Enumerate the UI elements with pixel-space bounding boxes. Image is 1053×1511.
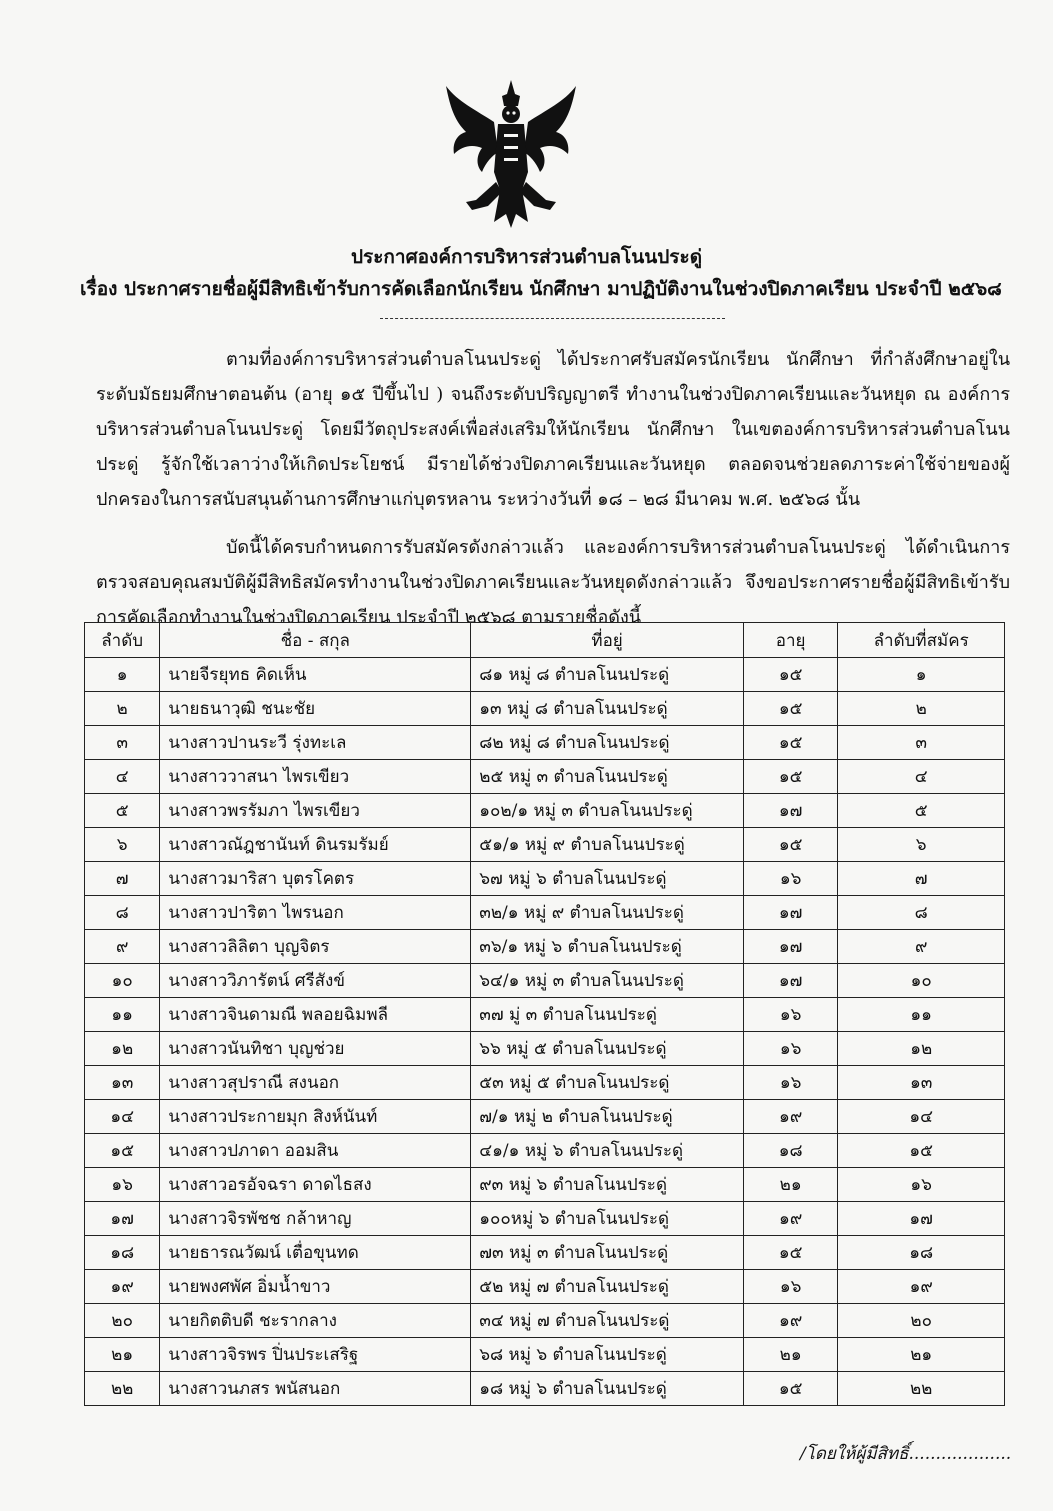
table-row [85,930,1005,964]
cell-age: ๑๗ [743,964,837,998]
cell-address: ๖๔/๑ หมู่ ๓ ตำบลโนนประดู่ [471,964,744,998]
cell-no: ๒๐ [85,1304,160,1338]
cell-address: ๗๓ หมู่ ๓ ตำบลโนนประดู่ [471,1236,744,1270]
cell-name: นางสาวนภสร พนัสนอก [160,1372,471,1406]
cell-no: ๑๓ [85,1066,160,1100]
column-header-no: ลำดับ [85,623,160,658]
cell-order: ๑๐ [838,964,1005,998]
cell-address: ๘๑ หมู่ ๘ ตำบลโนนประดู่ [471,658,744,692]
column-header-name: ชื่อ - สกุล [160,623,471,658]
cell-name: นางสาวปานระวี รุ่งทะเล [160,726,471,760]
table-row [85,760,1005,794]
column-header-address: ที่อยู่ [471,623,744,658]
cell-no: ๑๗ [85,1202,160,1236]
cell-age: ๑๗ [743,896,837,930]
announcement-subject: เรื่อง ประกาศรายชื่อผู้มีสิทธิเข้ารับการคัดเลือกนักเรียน นักศึกษา มาปฏิบัติงานในช่วงปิดภาคเรียน ประจำปี ๒๕๖๘ [80,278,1002,300]
cell-age: ๑๕ [743,658,837,692]
cell-order: ๘ [838,896,1005,930]
cell-order: ๑๔ [838,1100,1005,1134]
cell-order: ๖ [838,828,1005,862]
table-row [85,1168,1005,1202]
cell-address: ๖๖ หมู่ ๕ ตำบลโนนประดู่ [471,1032,744,1066]
cell-no: ๔ [85,760,160,794]
cell-order: ๓ [838,726,1005,760]
cell-address: ๕๑/๑ หมู่ ๙ ตำบลโนนประดู่ [471,828,744,862]
cell-address: ๒๕ หมู่ ๓ ตำบลโนนประดู่ [471,760,744,794]
column-header-application-order: ลำดับที่สมัคร [838,623,1005,658]
cell-age: ๒๑ [743,1338,837,1372]
table-row [85,658,1005,692]
column-header-age: อายุ [743,623,837,658]
separator-line [380,318,725,319]
cell-address: ๓๒/๑ หมู่ ๙ ตำบลโนนประดู่ [471,896,744,930]
cell-name: นางสาวอรอัจฉรา ดาดไธสง [160,1168,471,1202]
table-row [85,1134,1005,1168]
table-row [85,1032,1005,1066]
cell-name: นางสาวปภาดา ออมสิน [160,1134,471,1168]
cell-no: ๑๒ [85,1032,160,1066]
cell-name: นางสาวสุปราณี สงนอก [160,1066,471,1100]
cell-age: ๒๑ [743,1168,837,1202]
cell-order: ๑๓ [838,1066,1005,1100]
cell-order: ๑๕ [838,1134,1005,1168]
table-body [85,658,1005,1406]
cell-order: ๑๗ [838,1202,1005,1236]
cell-age: ๑๕ [743,1372,837,1406]
cell-no: ๙ [85,930,160,964]
cell-age: ๑๖ [743,1032,837,1066]
cell-order: ๗ [838,862,1005,896]
table-row [85,1236,1005,1270]
cell-no: ๑๑ [85,998,160,1032]
cell-address: ๔๑/๑ หมู่ ๖ ตำบลโนนประดู่ [471,1134,744,1168]
table-header-row [85,623,1005,658]
table-row [85,828,1005,862]
cell-order: ๒๑ [838,1338,1005,1372]
cell-age: ๑๕ [743,1236,837,1270]
cell-no: ๑ [85,658,160,692]
cell-no: ๓ [85,726,160,760]
cell-age: ๑๖ [743,998,837,1032]
cell-no: ๑๙ [85,1270,160,1304]
cell-name: นางสาวจินดามณี พลอยฉิมพลี [160,998,471,1032]
table-row [85,1100,1005,1134]
cell-age: ๑๕ [743,828,837,862]
cell-address: ๗/๑ หมู่ ๒ ตำบลโนนประดู่ [471,1100,744,1134]
cell-age: ๑๕ [743,726,837,760]
cell-no: ๒๒ [85,1372,160,1406]
announcement-title: ประกาศองค์การบริหารส่วนตำบลโนนประดู่ [350,246,703,268]
table-row [85,692,1005,726]
cell-no: ๕ [85,794,160,828]
cell-age: ๑๗ [743,794,837,828]
cell-order: ๔ [838,760,1005,794]
cell-name: นายธารณวัฒน์ เตื่อขุนทด [160,1236,471,1270]
cell-order: ๒ [838,692,1005,726]
cell-order: ๑๖ [838,1168,1005,1202]
cell-name: นางสาวปาริตา ไพรนอก [160,896,471,930]
cell-name: นายกิตติบดี ชะรากลาง [160,1304,471,1338]
cell-age: ๑๗ [743,930,837,964]
table-row [85,1304,1005,1338]
cell-order: ๒๒ [838,1372,1005,1406]
cell-address: ๖๘ หมู่ ๖ ตำบลโนนประดู่ [471,1338,744,1372]
cell-address: ๑๐๐หมู่ ๖ ตำบลโนนประดู่ [471,1202,744,1236]
cell-order: ๙ [838,930,1005,964]
cell-order: ๑๒ [838,1032,1005,1066]
cell-name: นายพงศพัศ อิ่มน้ำขาว [160,1270,471,1304]
cell-age: ๑๖ [743,862,837,896]
cell-no: ๑๐ [85,964,160,998]
cell-no: ๗ [85,862,160,896]
cell-name: นางสาวนันทิชา บุญช่วย [160,1032,471,1066]
cell-order: ๑ [838,658,1005,692]
cell-age: ๑๖ [743,1066,837,1100]
cell-name: นางสาวณัฎชานันท์ ดินรมรัมย์ [160,828,471,862]
body-paragraph-2: บัดนี้ได้ครบกำหนดการรับสมัครดังกล่าวแล้ว และองค์การบริหารส่วนตำบลโนนประดู่ ได้ดำเนินการตรวจสอบคุณสมบัติผู้มีสิทธิสมัครทำงานในช่วงปิดภาคเรียนและวันหยุดดังกล่าวแล้ว จึงขอประกาศรายชื่อผู้มีสิทธิเข้ารับการคัดเลือกทำงานในช่วงปิดภาคเรียน ประจำปี ๒๕๖๘ ตามรายชื่อดังนี้ [96,537,1010,628]
cell-order: ๕ [838,794,1005,828]
cell-address: ๙๓ หมู่ ๖ ตำบลโนนประดู่ [471,1168,744,1202]
cell-address: ๖๗ หมู่ ๖ ตำบลโนนประดู่ [471,862,744,896]
cell-age: ๑๙ [743,1202,837,1236]
table-row [85,1372,1005,1406]
table-row [85,1338,1005,1372]
cell-name: นางสาวจิรพัชช กล้าหาญ [160,1202,471,1236]
cell-no: ๖ [85,828,160,862]
cell-name: นางสาววิภารัตน์ ศรีสังข์ [160,964,471,998]
cell-address: ๕๒ หมู่ ๗ ตำบลโนนประดู่ [471,1270,744,1304]
table-row [85,998,1005,1032]
cell-name: นางสาวลิลิตา บุญจิตร [160,930,471,964]
continuation-note: /โดยให้ผู้มีสิทธิ์................... [800,1444,1012,1464]
table-row [85,726,1005,760]
cell-address: ๓๗ มู่ ๓ ตำบลโนนประดู่ [471,998,744,1032]
cell-no: ๒ [85,692,160,726]
table-row [85,862,1005,896]
cell-age: ๑๕ [743,760,837,794]
cell-address: ๓๔ หมู่ ๗ ตำบลโนนประดู่ [471,1304,744,1338]
body-paragraph-1: ตามที่องค์การบริหารส่วนตำบลโนนประดู่ ได้ประกาศรับสมัครนักเรียน นักศึกษา ที่กำลังศึกษาอยู่ในระดับมัธยมศึกษาตอนต้น (อายุ ๑๕ ปีขึ้นไป ) จนถึงระดับปริญญาตรี ทำงานในช่วงปิดภาคเรียนและวันหยุด ณ องค์การบริหารส่วนตำบลโนนประดู่ โดยมีวัตถุประสงค์เพื่อส่งเสริมให้นักเรียน นักศึกษา ในเขตองค์การบริหารส่วนตำบลโนนประดู่ รู้จักใช้เวลาว่างให้เกิดประโยชน์ มีรายได้ช่วงปิดภาคเรียนและวันหยุด ตลอดจนช่วยลดภาระค่าใช้จ่ายของผู้ปกครองในการสนับสนุนด้านการศึกษาแก่บุตรหลาน ระหว่างวันที่ ๑๘ – ๒๘ มีนาคม พ.ศ. ๒๕๖๘ นั้น [96,349,1010,510]
cell-order: ๑๑ [838,998,1005,1032]
cell-name: นางสาวจิรพร ปิ่นประเสริฐ [160,1338,471,1372]
cell-no: ๘ [85,896,160,930]
cell-no: ๑๖ [85,1168,160,1202]
cell-no: ๑๔ [85,1100,160,1134]
cell-address: ๑๐๒/๑ หมู่ ๓ ตำบลโนนประดู่ [471,794,744,828]
cell-no: ๑๘ [85,1236,160,1270]
cell-age: ๑๘ [743,1134,837,1168]
cell-name: นายธนาวุฒิ ชนะชัย [160,692,471,726]
cell-age: ๑๕ [743,692,837,726]
cell-address: ๘๒ หมู่ ๘ ตำบลโนนประดู่ [471,726,744,760]
table-row [85,1066,1005,1100]
cell-name: นายจีรยุทธ คิดเห็น [160,658,471,692]
cell-name: นางสาววาสนา ไพรเขียว [160,760,471,794]
cell-age: ๑๖ [743,1270,837,1304]
cell-address: ๑๘ หมู่ ๖ ตำบลโนนประดู่ [471,1372,744,1406]
cell-address: ๓๖/๑ หมู่ ๖ ตำบลโนนประดู่ [471,930,744,964]
garuda-emblem-icon [436,72,586,232]
cell-age: ๑๙ [743,1304,837,1338]
cell-name: นางสาวพรรัมภา ไพรเขียว [160,794,471,828]
cell-order: ๑๘ [838,1236,1005,1270]
eligible-candidates-table [84,622,1005,1406]
cell-name: นางสาวมาริสา บุตรโคตร [160,862,471,896]
table-row [85,896,1005,930]
cell-order: ๒๐ [838,1304,1005,1338]
cell-address: ๑๓ หมู่ ๘ ตำบลโนนประดู่ [471,692,744,726]
cell-address: ๕๓ หมู่ ๕ ตำบลโนนประดู่ [471,1066,744,1100]
table-row [85,1270,1005,1304]
cell-name: นางสาวประกายมุก สิงห์นันท์ [160,1100,471,1134]
table-row [85,1202,1005,1236]
table-row [85,964,1005,998]
table-row [85,794,1005,828]
cell-order: ๑๙ [838,1270,1005,1304]
cell-no: ๑๕ [85,1134,160,1168]
cell-no: ๒๑ [85,1338,160,1372]
cell-age: ๑๙ [743,1100,837,1134]
